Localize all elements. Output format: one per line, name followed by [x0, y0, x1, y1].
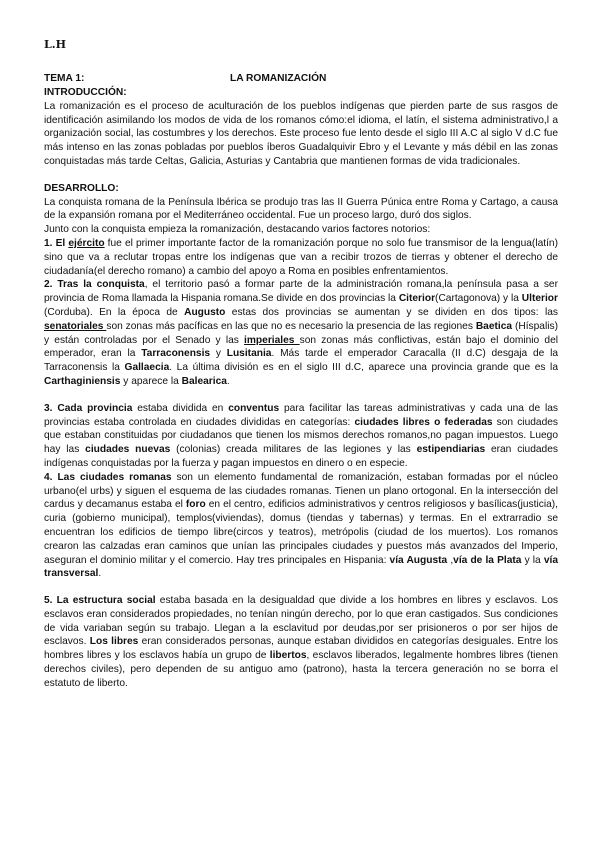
point-1-number: 1. El	[44, 237, 69, 249]
point-3-number: 3. Cada provincia	[44, 402, 133, 414]
keyword-baetica: Baetica	[475, 320, 513, 332]
keyword-foro: foro	[185, 499, 206, 511]
point-2-text: .	[226, 375, 230, 387]
keyword-lusitania: Lusitania	[226, 348, 272, 360]
keyword-libertos: libertos	[269, 650, 307, 662]
point-4-text: en el centro, edificios administrativos y centros religiosos y basílicas(justicia), curia (gobierno municipal), templos(viviendas), domus (tiendas y tabernas) y termas. En el extrarradio se encuentran los edificios de tiempo libre(circos y teatros), metrópolis (ciudad de los muertos). Los romanos crearon las calzadas eran caminos que unían las principales ciudades y puestos más avanzados del Imperio, aseguran el dominio militar y el comercio. Hay tres principales en Hispania:	[44, 499, 558, 566]
point-1-text: fue el primer importante factor de la romanización porque no solo fue transmisor de la lengua(latín) sino que va a reclutar tropas entre los indígenas que van a recibir trozos de tierras y obtener el derecho de ciudadanía(el derecho romano) a cambio del apoyo a Roma en posibles enfrentamientos.	[44, 237, 558, 277]
spacer	[44, 389, 558, 402]
keyword-los-libres: Los libres	[89, 636, 139, 648]
intro-paragraph: La romanización es el proceso de aculturación de los pueblos indígenas que pierden parte de sus rasgos de identificación asimilando los modos de vida de los romanos cómo:el idioma, el latín, el sistema administrativo,l a organización social, las costumbres y los derechos. Este proceso fue lento desde el siglo III A.C al siglo V d.C fue más intenso en las zonas pobladas por pueblos íberos Guadalquivir Ebro y el Levante y más débil en las zonas conquistadas más tarde Celtas, Galicia, Asturias y Cantabria que mantienen formas de vida tradicionales.	[44, 100, 558, 167]
keyword-via-transversal: vía transversal	[44, 554, 559, 580]
point-2-number: 2. Tras la conquista	[44, 279, 145, 291]
keyword-ejercito: ejército	[68, 237, 105, 249]
point-3-text: eran ciudades indígenas conquistadas por la fuerza y pagan impuestos en dinero o en especie.	[44, 444, 558, 469]
point-5-text: eran considerados personas, aunque estaban divididos en categorías desiguales. Entre los hombres libres y los esclavos había un grupo de	[44, 636, 558, 662]
point-5-social-structure	[44, 594, 558, 691]
keyword-citerior: Citerior	[398, 293, 436, 305]
point-3-text: para facilitar las tareas administrativas y cada una de las provincias estaba controlada en ciudades divididas en categorías:	[44, 402, 558, 428]
point-2-text: (Cartagonova) y la	[435, 293, 522, 305]
keyword-carthaginiensis: Carthaginiensis	[44, 375, 121, 387]
point-2-text: . Más tarde el emperador Caracalla (II d.C) desgaja de la Tarraconensis la	[44, 348, 558, 374]
point-4-cities	[44, 471, 558, 581]
point-4-text: y la	[521, 554, 544, 566]
keyword-estipendiarias: estipendiarias	[416, 444, 486, 456]
point-2-text: estas dos provincias se aumentan y se dividen en dos tipos: las	[225, 306, 558, 318]
point-3-text: (colonias) creada militares de las legiones y las	[170, 444, 417, 456]
point-4-text: son un elemento fundamental de romanización, estaban formadas por el núcleo urbano(el urbs) y siguen el esquema de las ciudades romanas. Tienen un plano ortogonal. En la intersección del cardus y decamanus estaba el	[44, 471, 559, 511]
development-heading: DESARROLLO:	[44, 182, 119, 194]
point-1-army	[44, 237, 558, 278]
development-intro-paragraph: La conquista romana de la Península Ibérica se produjo tras las II Guerra Púnica entre Roma y Cartago, a causa de la expansión romana por el Mediterráneo occidental. Fue un proceso largo, duró dos siglos.	[44, 196, 558, 222]
keyword-via-augusta: vía Augusta	[389, 554, 448, 566]
point-2-text: , el territorio pasó a formar parte de la administración romana,la península pasa a ser provincia de Roma llamada la Hispania romana.Se divide en dos provincias la	[44, 279, 558, 305]
keyword-senatoriales: senatoriales	[44, 320, 107, 332]
point-2-text: . La última división es en el siglo III d.C, aparece una provincia grande que es la	[169, 362, 558, 374]
point-4-text: ,	[447, 554, 454, 566]
document-body	[44, 72, 558, 691]
keyword-gallaecia: Gallaecia	[124, 362, 170, 374]
keyword-balearica: Balearica	[181, 375, 227, 387]
point-2-text: son zonas más pacíficas en las que no es necesario la presencia de las regiones	[106, 320, 476, 332]
keyword-tarraconensis: Tarraconensis	[141, 348, 211, 360]
point-3-text: estaba dividida en	[132, 402, 229, 414]
point-3-provinces	[44, 402, 558, 471]
point-4-text: .	[98, 568, 102, 580]
point-5-text: , esclavos liberados, legalmente hombres libres (tienen derechos civiles), pero dependen de su antiguo amo (patrono), hasta la tercera generación no se borra el estatuto de liberto.	[44, 650, 558, 689]
spacer	[44, 169, 558, 182]
keyword-ciudades-nuevas: ciudades nuevas	[85, 444, 171, 456]
point-5-number: 5. La estructura social	[44, 595, 156, 607]
point-5-text: estaba basada en la desigualdad que divide a los hombres en libres y esclavos. Los esclavos eran considerados propiedades, no tenían ningún derecho, por lo que eran castigados. Sus condiciones de vida variaban según su trabajo. Llegan a la esclavitud por deudas,por ser prisioneros o por ser hijos de esclavos.	[44, 595, 558, 648]
spacer	[44, 581, 558, 594]
point-2-text: (Híspalis) y están controladas por el Senado y las	[44, 320, 558, 346]
keyword-imperiales: imperiales	[244, 334, 300, 346]
keyword-via-de-la-plata: vía de la Plata	[453, 554, 522, 566]
keyword-ulterior: Ulterior	[521, 293, 558, 305]
point-4-number: 4. Las ciudades romanas	[44, 471, 172, 483]
author-initials: L.H	[44, 38, 66, 51]
point-2-text: y aparece la	[120, 375, 182, 387]
keyword-augusto: Augusto	[184, 306, 226, 318]
point-2-conquest	[44, 278, 558, 388]
point-2-text: y	[210, 348, 227, 360]
topic-title: LA ROMANIZACIÓN	[230, 73, 327, 84]
development-intro-sentence: Junto con la conquista empieza la romanización, destacando varios factores notorios:	[44, 224, 431, 236]
point-2-text: son zonas más conflictivas, están bajo el dominio del emperador, eran la	[44, 334, 558, 360]
point-3-text: son ciudades que estaban constituidas por ciudadanos que tienen los mismos derechos romanos,no pagan impuestos. Luego hay las	[44, 416, 558, 456]
keyword-conventus: conventus	[228, 402, 280, 414]
intro-heading: INTRODUCCIÓN:	[44, 87, 127, 98]
point-2-text: (Corduba). En la época de	[44, 306, 185, 318]
keyword-ciudades-libres: ciudades libres o federadas	[354, 416, 493, 428]
topic-header	[44, 72, 558, 86]
topic-number: TEMA 1:	[44, 73, 85, 84]
